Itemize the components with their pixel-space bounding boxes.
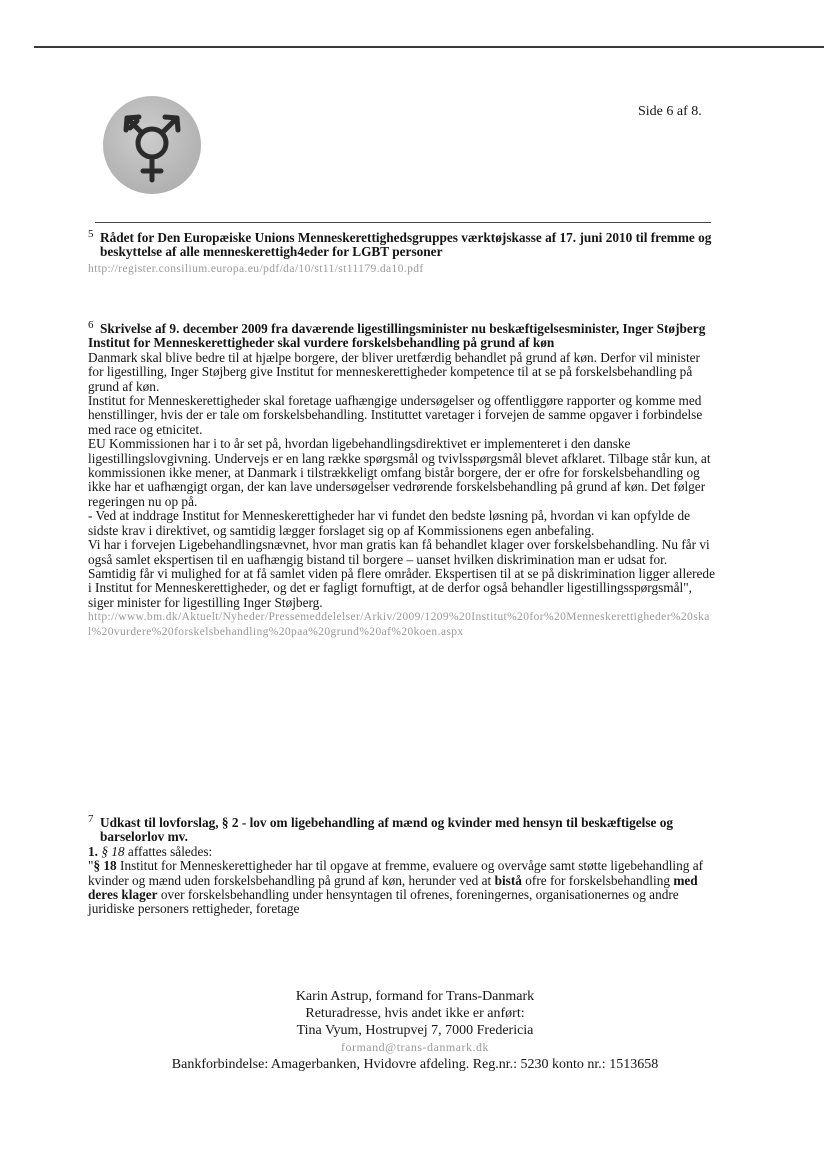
page-number: Side 6 af 8. [638,104,702,119]
quoted-provision [88,859,716,917]
footnote-number: 7 [88,813,94,825]
letter-footer [110,988,720,1073]
paragraph: Institut for Menneskerettigheder skal foretage uafhængige undersøgelser og offentliggøre rapporter og komme med henstillinger, hvis der er tale om forskelsbehandling. Instituttet varetager i forvejen de samme opgaver i forbindelse med race og etnicitet. [88,393,703,437]
scan-top-line [34,46,824,48]
quote-section: § 18 [93,858,117,874]
footnote-separator [95,222,711,223]
footer-address: Tina Vyum, Hostrupvej 7, 7000 Fredericia [296,1023,534,1038]
quote-part-3: over forskelsbehandling under hensyntagen til ofrenes, foreningernes, organisationernes og andre juridiske personers rettigheder, foretage [88,887,679,917]
footnote-title: Udkast til lovforslag, § 2 - lov om ligebehandling af mænd og kvinder med hensyn til beskæftigelse og barselorlov mv. [100,815,674,845]
footnote-number: 5 [88,228,94,240]
footnote-link[interactable]: http://www.bm.dk/Aktuelt/Nyheder/Pressemeddelelser/Arkiv/2009/1209%20Institut%20for%20Menneskerettigheder%20skal%20vurdere%20forskelsbehandling%20paa%20grund%20af%20koen.aspx [88,611,710,638]
paragraph: Samtidig får vi mulighed for at få samlet viden på flere områder. Ekspertisen til at se på diskrimination ligger allerede i Institut for Menneskerettigheder, og det er fagligt fornuftigt, at de derfor også behandler ligestillingsspørgsmål", siger minister for ligestilling Inger Støjberg. [88,565,715,610]
footnote-subtitle: Institut for Menneskerettigheder skal vurdere forskelsbehandling på grund af køn [88,335,555,351]
paragraph: Danmark skal blive bedre til at hjælpe borgere, der bliver uretfærdig behandlet på grund af køn. Derfor vil minister for ligestilling, Inger Støjberg give Institut for menneskerettigheder kompetence til at se på forskelsbehandling på grund af køn. [88,349,700,394]
transgender-logo [103,96,201,194]
footnote-7 [88,813,716,917]
paragraph: Vi har i forvejen Ligebehandlingsnævnet, hvor man gratis kan få behandlet klager over forskelsbehandling. Nu får vi også samlet ekspertisen til en uafhængig bistand til borgere – uanset hvilken diskrimination man er udsat for. [88,537,710,567]
quote-part-1: Institut for Menneskerettigheder har til opgave at fremme, evaluere og overvåge samt støtte ligebehandling af kvinder og mænd uden forskelsbehandling på grund af køn, herunder ved at [88,858,704,888]
quote-part-2: ofre for forskelsbehandling [525,872,670,888]
footnote-title: Rådet for Den Europæiske Unions Menneskerettighedsgruppes værktøjskasse af 17. juni 2010 til fremme og beskyttelse af alle menneskerettigh4eder for LGBT personer [100,230,712,260]
item-section: § 18 [101,843,125,859]
item-text: affattes således: [127,843,213,859]
footnote-title: Skrivelse af 9. december 2009 fra daværende ligestillingsminister nu beskæftigelsesminister, Inger Støjberg [100,321,706,336]
footer-return-label: Returadresse, hvis andet ikke er anført: [305,1006,525,1021]
quote-bold-2: med deres klager [88,872,698,903]
item-number: 1. [88,843,98,859]
footnote-number: 6 [88,319,94,331]
footnote-5 [88,228,716,276]
paragraph: - Ved at inddrage Institut for Menneskerettigheder har vi fundet den bedste løsning på, hvordan vi kan opfylde de sidste krav i direktivet, og samtidig lægger forslaget sig op af Kommissionens egen anbefaling. [88,508,691,538]
paragraph: EU Kommissionen har i to år set på, hvordan ligebehandlingsdirektivet er implementeret i den danske ligestillingslovgivning. Undervejs er en lang række spørgsmål og tvivlsspørgsmål blevet afklaret. Tilbage står kun, at kommissionen ikke mener, at Danmark i tilstrækkeligt omfang bistår borgere, der er ofre for forskelsbehandling og ikke har et uafhængigt organ, der kan lave undersøgelser vedrørende forskelsbehandling på grund af køn. Det følger regeringen nu op på. [88,436,711,509]
quote-open: " [88,858,94,874]
quote-bold-1: bistå [494,872,522,888]
footnote-6 [88,319,716,639]
transgender-symbol-icon [103,96,201,194]
footer-bank: Bankforbindelse: Amagerbanken, Hvidovre afdeling. Reg.nr.: 5230 konto nr.: 1513658 [171,1057,659,1072]
amendment-line [88,845,716,859]
footer-signature: Karin Astrup, formand for Trans-Danmark [295,989,535,1004]
footnote-link[interactable]: http://register.consilium.europa.eu/pdf/da/10/st11/st11179.da10.pdf [88,262,424,275]
footer-email-link[interactable]: formand@trans-danmark.dk [340,1040,489,1054]
